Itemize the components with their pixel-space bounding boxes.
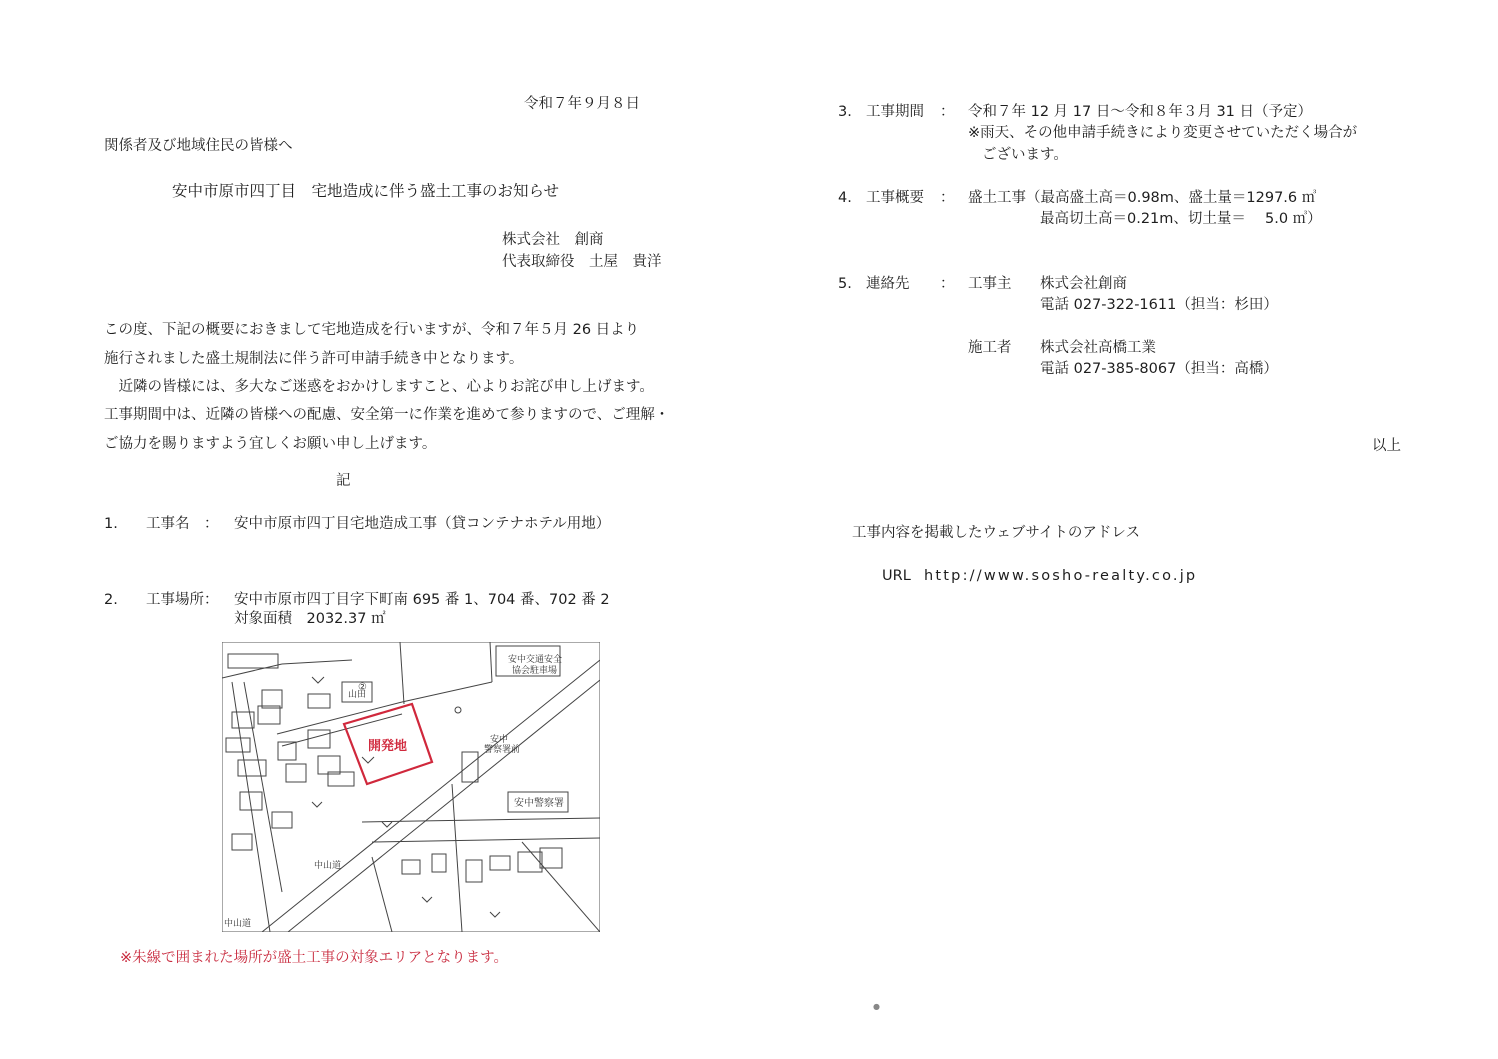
body-line: この度、下記の概要におきまして宅地造成を行いますが、令和７年５月 26 日より bbox=[104, 322, 640, 338]
ki-heading: 記 bbox=[336, 473, 351, 489]
item-label: 工事名 ： bbox=[146, 516, 219, 532]
item-value: 安中市原市四丁目宅地造成工事（貸コンテナホテル用地） bbox=[234, 516, 611, 532]
owner-name: 株式会社創商 bbox=[1040, 276, 1127, 292]
document-title: 安中市原市四丁目 宅地造成に伴う盛土工事のお知らせ bbox=[172, 182, 560, 200]
body-line: 施行されました盛土規制法に伴う許可申請手続き中となります。 bbox=[104, 351, 524, 367]
item-value: 安中市原市四丁目字下町南 695 番 1、704 番、702 番 2 bbox=[234, 592, 610, 608]
item-number: 5. bbox=[838, 276, 852, 292]
scan-speck: ● bbox=[873, 1002, 880, 1011]
owner-label: 工事主 bbox=[968, 276, 1012, 292]
body-line: 工事期間中は、近隣の皆様への配慮、安全第一に作業を進めて参りますので、ご理解・ bbox=[104, 407, 670, 423]
contractor-name: 株式会社高橋工業 bbox=[1040, 340, 1156, 356]
contractor-label: 施工者 bbox=[968, 340, 1012, 356]
map-label-police-front: 安中 bbox=[490, 735, 509, 745]
item-number: 2. bbox=[104, 592, 118, 608]
period-note: ※雨天、その他申請手続きにより変更させていただく場合が bbox=[968, 125, 1358, 141]
contractor-phone: 電話 027-385-8067（担当：高橋） bbox=[1040, 361, 1278, 377]
body-line: 近隣の皆様には、多大なご迷惑をおかけしますこと、心よりお詫び申し上げます。 bbox=[104, 379, 654, 395]
owner-phone: 電話 027-322-1611（担当：杉田） bbox=[1040, 297, 1278, 313]
map-label-police-front-2: 警察署前 bbox=[484, 745, 521, 755]
item-label: 工事場所： bbox=[146, 592, 219, 608]
map-label-police-station: 安中警察署 bbox=[514, 798, 564, 809]
site-map bbox=[222, 642, 600, 932]
site-map-drawing bbox=[222, 642, 600, 932]
item-label: 工事概要 bbox=[866, 190, 924, 206]
map-label-yamada: 山田 bbox=[348, 690, 367, 700]
sender-company: 株式会社 創商 bbox=[502, 232, 604, 248]
item-number: 4. bbox=[838, 190, 852, 206]
body-line: ご協力を賜りますよう宜しくお願い申し上げます。 bbox=[104, 436, 437, 452]
map-label-traffic-assoc-parking: 協会駐車場 bbox=[512, 666, 558, 676]
overview-fill: 盛土工事（最高盛土高＝0.98m、盛土量＝1297.6 ㎥ bbox=[968, 190, 1317, 206]
item-colon: ： bbox=[940, 190, 955, 206]
period-value: 令和７年 12 月 17 日〜令和８年３月 31 日（予定） bbox=[968, 104, 1313, 120]
overview-cut: 最高切土高＝0.21m、切土量＝ 5.0 ㎥） bbox=[1040, 211, 1322, 227]
map-route-number: ② bbox=[358, 682, 367, 693]
map-label-traffic-assoc: 安中交通安全 bbox=[508, 655, 563, 665]
item-colon: ： bbox=[940, 104, 955, 120]
closing-mark: 以上 bbox=[1372, 438, 1401, 454]
addressee: 関係者及び地域住民の皆様へ bbox=[104, 138, 293, 154]
website-url[interactable]: http://www.sosho-realty.co.jp bbox=[924, 568, 1198, 584]
item-label: 連絡先 bbox=[866, 276, 910, 292]
item-number: 3. bbox=[838, 104, 852, 120]
url-label: URL bbox=[882, 568, 911, 584]
map-label-nakasendo-2: 中山道 bbox=[224, 919, 252, 929]
document-date: 令和７年９月８日 bbox=[524, 96, 640, 112]
map-label-nakasendo: 中山道 bbox=[314, 861, 342, 871]
item-colon: ： bbox=[940, 276, 955, 292]
map-note: ※朱線で囲まれた場所が盛土工事の対象エリアとなります。 bbox=[120, 950, 508, 966]
development-site-label: 開発地 bbox=[368, 739, 408, 754]
item-label: 工事期間 bbox=[866, 104, 924, 120]
item-number: 1. bbox=[104, 516, 118, 532]
site-area: 対象面積 2032.37 ㎡ bbox=[234, 611, 386, 627]
website-heading: 工事内容を掲載したウェブサイトのアドレス bbox=[852, 525, 1140, 541]
sender-representative: 代表取締役 土屋 貴洋 bbox=[502, 254, 662, 270]
period-note-cont: ございます。 bbox=[982, 147, 1068, 163]
